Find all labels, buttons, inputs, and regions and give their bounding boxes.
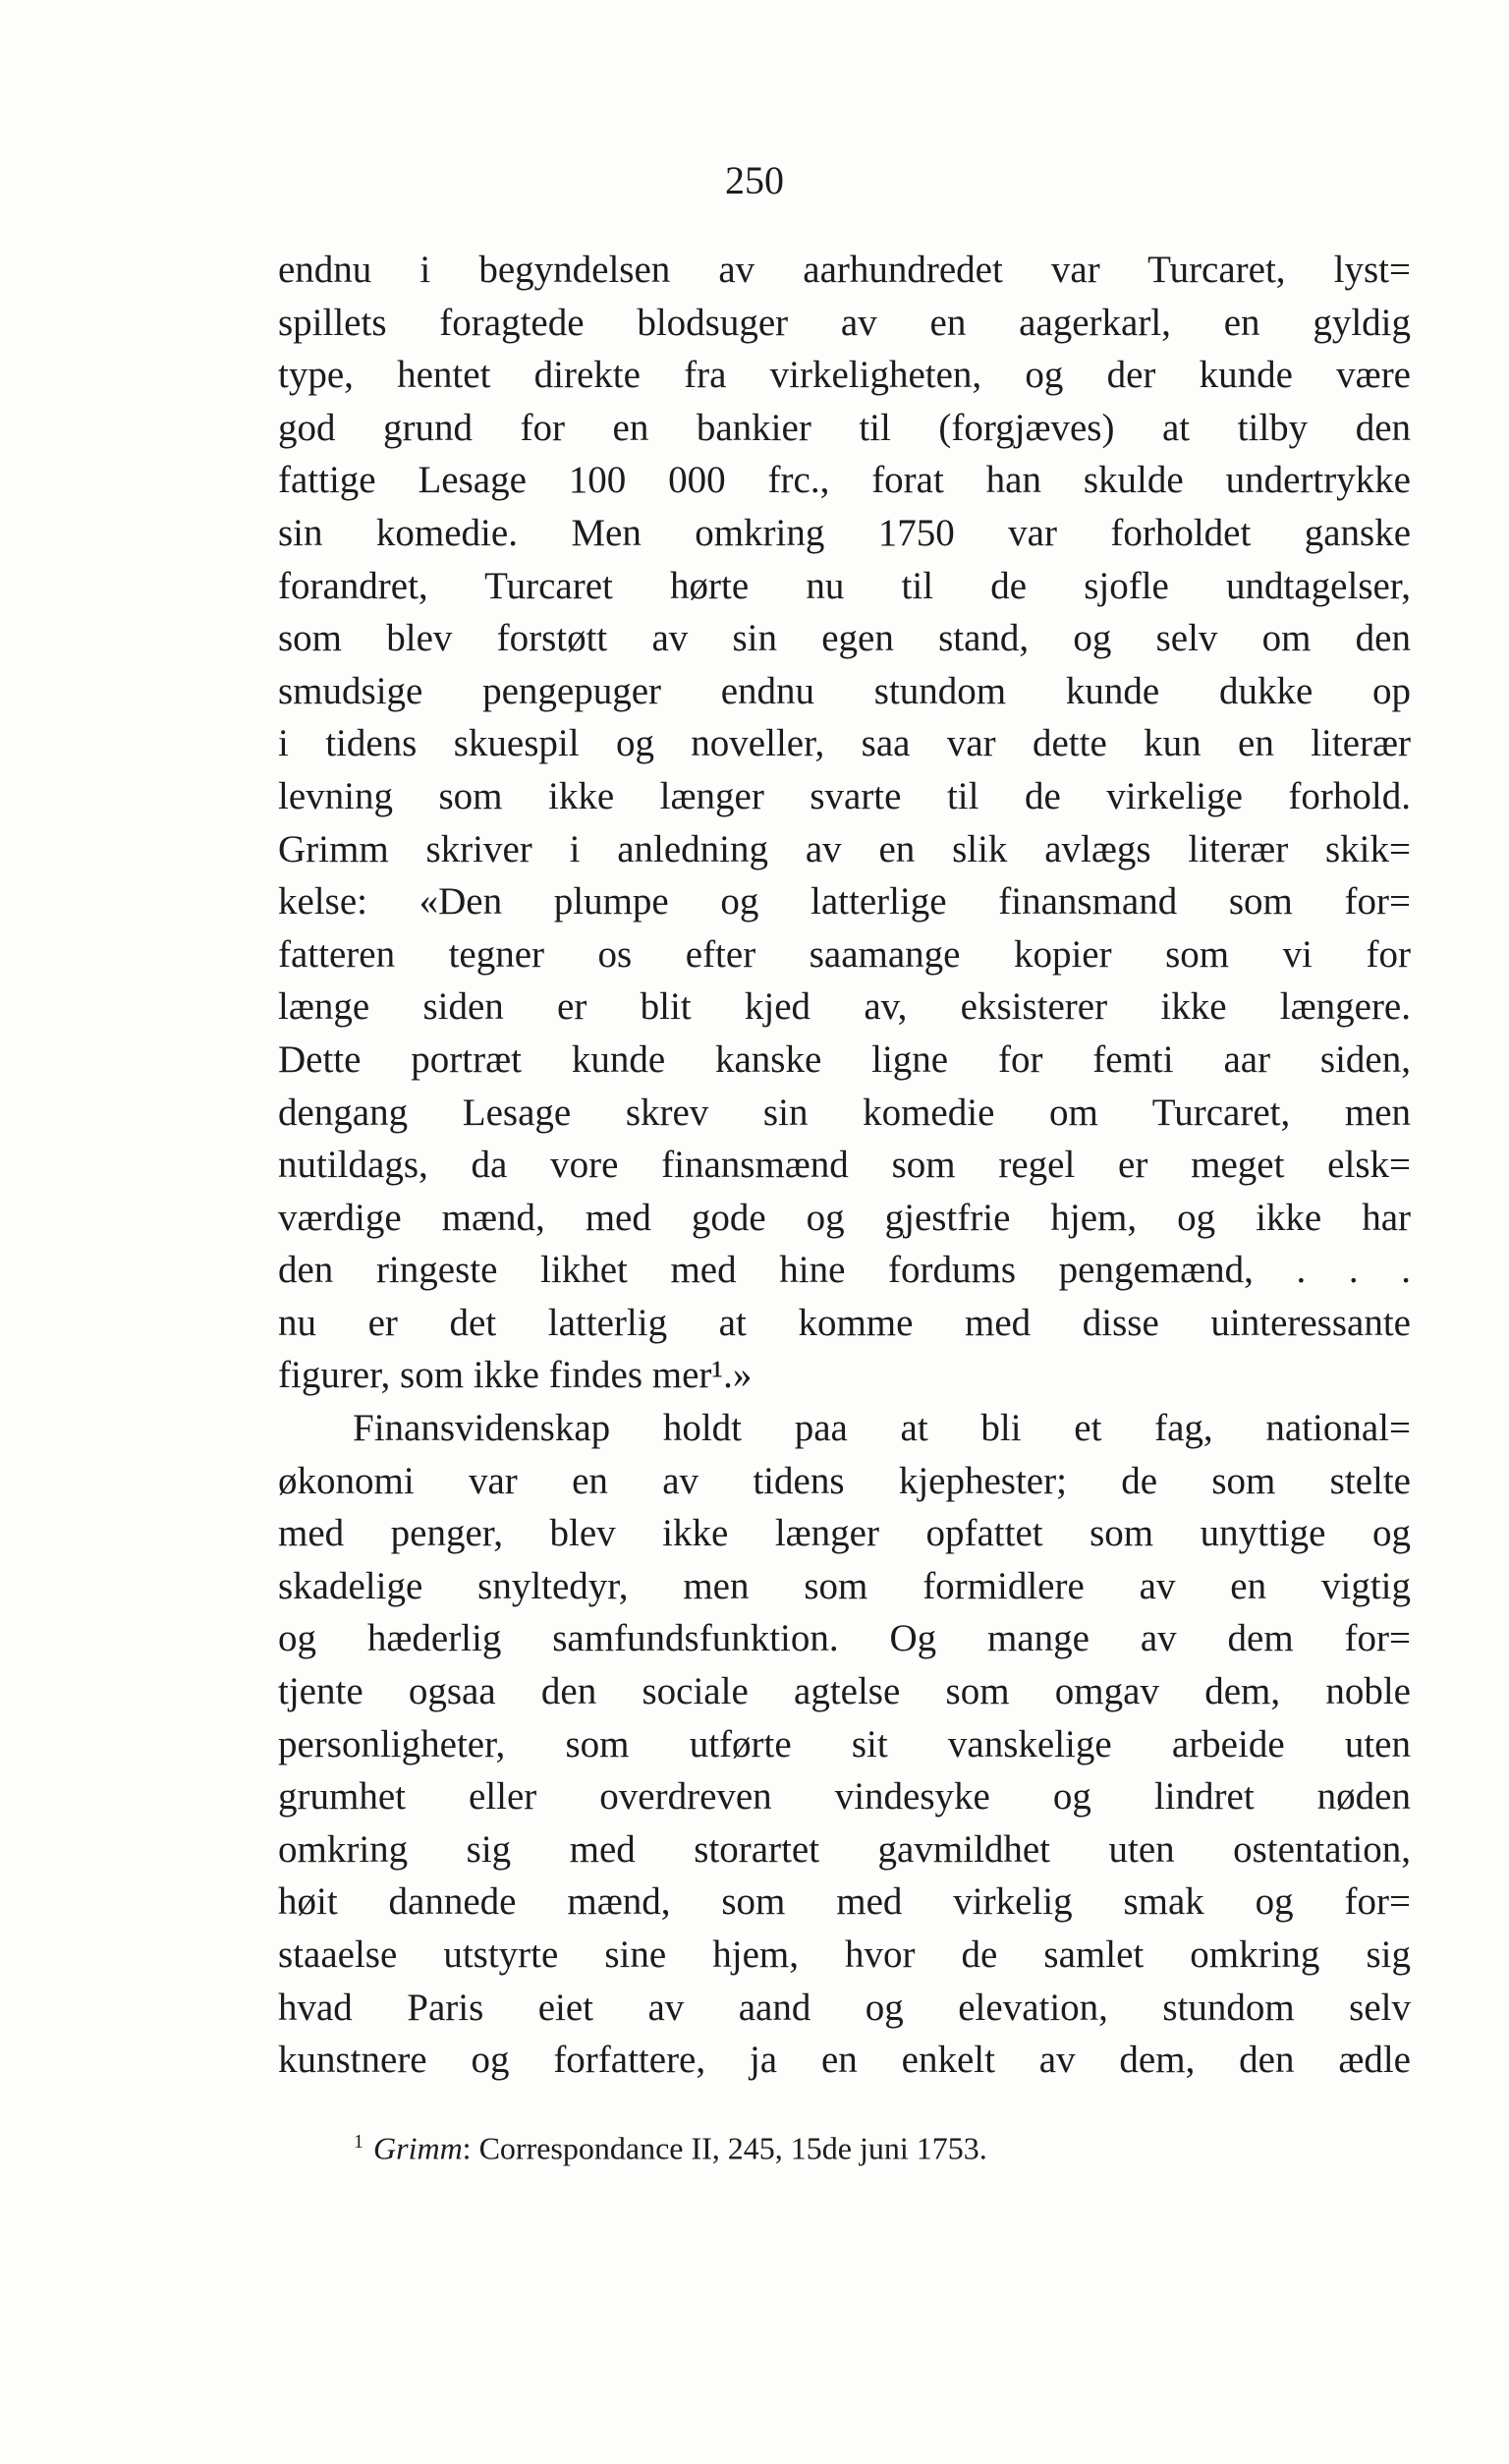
footnote-author: Grimm	[373, 2130, 463, 2166]
text-line: fatteren tegner os efter saamange kopier som vi for	[278, 932, 1411, 976]
text-line: levning som ikke længer svarte til de virkelige forhold.	[278, 774, 1411, 817]
text-line: type, hentet direkte fra virkeligheten, og der kunde være	[278, 354, 1411, 397]
text-line: Grimm skriver i anledning av en slik avlægs literær skik=	[278, 827, 1411, 870]
footnote	[354, 2120, 987, 2170]
text-line: fattige Lesage 100 000 frc., forat han skulde undertrykke	[278, 459, 1411, 502]
text-line: økonomi var en av tidens kjephester; de som stelte	[278, 1459, 1411, 1502]
body-text	[278, 244, 1411, 2087]
footnote-mark: 1	[354, 2131, 363, 2153]
text-line: som blev forstøtt av sin egen stand, og selv om den	[278, 617, 1411, 660]
text-line: smudsige pengepuger endnu stundom kunde dukke op	[278, 669, 1411, 712]
text-line: kunstnere og forfattere, ja en enkelt av dem, den ædle	[278, 2039, 1411, 2082]
paragraph-start-line: Finansvidenskap holdt paa at bli et fag, national=	[353, 1407, 1411, 1450]
text-line: personligheter, som utførte sit vanskelige arbeide uten	[278, 1722, 1411, 1765]
text-line: nu er det latterlig at komme med disse uinteressante	[278, 1301, 1411, 1344]
text-line: længe siden er blit kjed av, eksisterer ikke længere.	[278, 985, 1411, 1029]
text-line: staaelse utstyrte sine hjem, hvor de samlet omkring sig	[278, 1933, 1411, 1976]
page-number: 250	[725, 158, 784, 202]
paragraph-end-line: figurer, som ikke findes mer¹.»	[278, 1354, 753, 1397]
text-line: tjente ogsaa den sociale agtelse som omgav dem, noble	[278, 1670, 1411, 1713]
text-line: høit dannede mænd, som med virkelig smak og for=	[278, 1880, 1411, 1924]
text-line: endnu i begyndelsen av aarhundredet var Turcaret, lyst=	[278, 249, 1411, 291]
text-line: spillets foragtede blodsuger av en aagerkarl, en gyldig	[278, 301, 1411, 344]
text-line: Dette portræt kunde kanske ligne for femti aar siden,	[278, 1037, 1411, 1081]
text-line: god grund for en bankier til (forgjæves) at tilby den	[278, 406, 1411, 449]
text-line: forandret, Turcaret hørte nu til de sjofle undtagelser,	[278, 564, 1411, 607]
text-line: den ringeste likhet med hine fordums pengemænd, . . .	[278, 1249, 1411, 1292]
text-line: og hæderlig samfundsfunktion. Og mange av dem for=	[278, 1617, 1411, 1660]
text-line: i tidens skuespil og noveller, saa var dette kun en literær	[278, 722, 1411, 765]
footnote-text: : Correspondance II, 245, 15de juni 1753.	[462, 2130, 987, 2166]
text-line: med penger, blev ikke længer opfattet som unyttige og	[278, 1512, 1411, 1555]
text-line: grumhet eller overdreven vindesyke og lindret nøden	[278, 1775, 1411, 1819]
text-line: hvad Paris eiet av aand og elevation, stundom selv	[278, 1986, 1411, 2029]
text-line: omkring sig med storartet gavmildhet uten ostentation,	[278, 1827, 1411, 1871]
text-line: sin komedie. Men omkring 1750 var forholdet ganske	[278, 511, 1411, 554]
text-line: værdige mænd, med gode og gjestfrie hjem, og ikke har	[278, 1196, 1411, 1239]
text-line: skadelige snyltedyr, men som formidlere av en vigtig	[278, 1564, 1411, 1607]
text-line: dengang Lesage skrev sin komedie om Turcaret, men	[278, 1091, 1411, 1134]
text-line: nutildags, da vore finansmænd som regel er meget elsk=	[278, 1144, 1411, 1187]
text-line: kelse: «Den plumpe og latterlige finansmand som for=	[278, 880, 1411, 924]
